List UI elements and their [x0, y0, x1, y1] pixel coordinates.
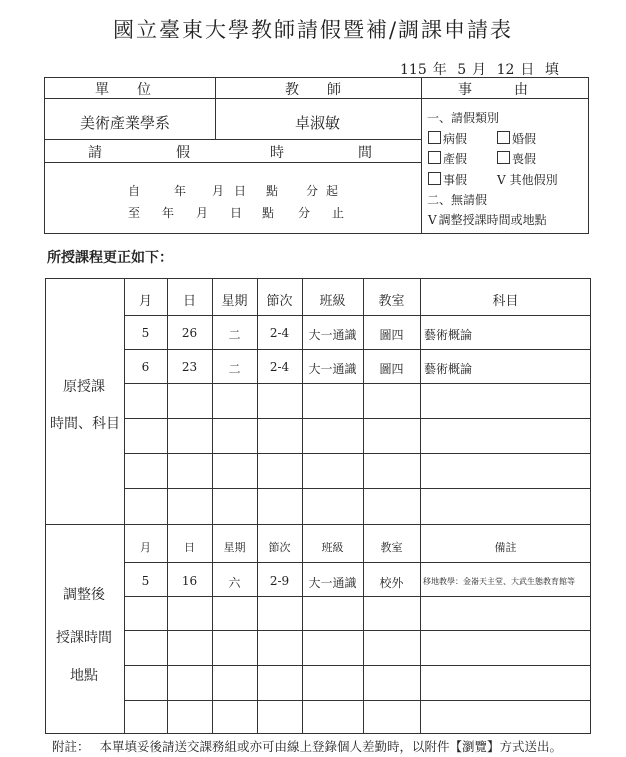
original-side-label: 時間、科目: [50, 416, 120, 432]
adjusted-side-label: 授課時間: [56, 630, 112, 646]
to-char: 止: [332, 206, 345, 220]
period-char: 請: [88, 145, 102, 161]
cell-subject: 藝術概論: [424, 362, 473, 376]
cell-month: 5: [141, 574, 150, 588]
to-char: 日: [230, 206, 243, 220]
option-label: 其他假別: [509, 173, 558, 187]
cell-day: 26: [181, 326, 198, 340]
column-header: 節次: [266, 294, 293, 309]
checkbox-icon: [428, 131, 441, 144]
adjusted-side-label: 地點: [70, 668, 98, 684]
to-char: 月: [196, 206, 209, 220]
from-char: 日: [234, 184, 247, 198]
period-char: 假: [176, 145, 190, 161]
fill-day: 12: [496, 62, 515, 78]
option-marriage-leave[interactable]: [497, 130, 536, 147]
check-mark: V: [428, 213, 437, 227]
cell-class: 大一通識: [308, 576, 357, 590]
option-label: 事假: [443, 173, 468, 187]
column-header: 備註: [494, 541, 517, 554]
column-header: 日: [182, 294, 196, 309]
column-header: 班級: [319, 294, 346, 309]
section-title: 所授課程更正如下：: [47, 250, 173, 266]
column-header: 月: [138, 294, 152, 309]
no-leave-heading: 二、無請假: [427, 193, 488, 207]
fill-year: 115: [400, 62, 427, 78]
from-char: 自: [128, 184, 141, 198]
period-char: 時: [270, 145, 284, 161]
from-char: 年: [174, 184, 187, 198]
cell-note: 移地教學：金崙天主堂、大武生態教育館等: [423, 577, 575, 586]
column-header: 月: [140, 541, 151, 554]
cell-month: 5: [141, 326, 150, 340]
check-mark: V: [497, 173, 506, 187]
cell-class: 大一通識: [308, 362, 357, 376]
option-personal-leave[interactable]: [428, 171, 467, 188]
cell-room: 校外: [379, 576, 404, 590]
column-header: 星期: [223, 541, 246, 554]
teacher-value: 卓淑敏: [295, 114, 341, 132]
unit-value: 美術產業學系: [80, 114, 171, 132]
column-header: 班級: [321, 541, 344, 554]
option-maternity-leave[interactable]: [428, 150, 467, 167]
column-header: 科目: [492, 294, 519, 309]
cell-weekday: 二: [228, 362, 241, 376]
option-adjust-class[interactable]: [428, 211, 547, 228]
column-header: 節次: [268, 541, 291, 554]
to-char: 點: [262, 206, 275, 220]
fill-date: [400, 59, 590, 79]
option-other-leave[interactable]: [497, 171, 558, 188]
cell-weekday: 二: [228, 328, 241, 342]
from-char: 點: [266, 184, 279, 198]
from-char: 分: [306, 184, 319, 198]
column-header: 星期: [221, 294, 248, 309]
checkbox-icon: [497, 151, 510, 164]
footer-label: 附註：: [52, 739, 90, 754]
form-title: 國立臺東大學教師請假暨補/調課申請表: [112, 18, 514, 42]
fill-day-unit: 日: [520, 62, 535, 78]
option-bereavement-leave[interactable]: [497, 150, 536, 167]
fill-month-unit: 月: [472, 62, 487, 78]
to-char: 至: [128, 206, 141, 220]
checkbox-icon: [497, 131, 510, 144]
option-label: 病假: [443, 132, 468, 146]
footer-text: 本單填妥後請送交課務組或亦可由線上登錄個人差勤時，以附件【瀏覽】方式送出。: [99, 739, 563, 754]
cell-period: 2-4: [269, 326, 290, 340]
column-header: 日: [184, 541, 195, 554]
checkbox-icon: [428, 151, 441, 164]
cell-day: 23: [181, 360, 198, 374]
cell-subject: 藝術概論: [424, 328, 473, 342]
from-char: 月: [212, 184, 225, 198]
cell-month: 6: [141, 360, 150, 374]
adjusted-side-label: 調整後: [63, 587, 105, 603]
option-label: 喪假: [512, 152, 537, 166]
unit-header: 單 位: [95, 82, 151, 98]
teacher-header: 教 師: [285, 82, 341, 98]
original-side-label: 原授課: [63, 379, 105, 395]
to-char: 年: [162, 206, 175, 220]
cell-weekday: 六: [228, 576, 241, 590]
from-char: 起: [326, 184, 339, 198]
footer-note: [52, 737, 562, 755]
checkbox-icon: [428, 172, 441, 185]
leave-type-heading: 一、請假類別: [427, 111, 500, 125]
to-char: 分: [298, 206, 311, 220]
period-char: 間: [358, 145, 372, 161]
fill-month: 5: [457, 62, 467, 78]
reason-header: 事 由: [458, 82, 528, 98]
cell-period: 2-9: [269, 574, 290, 588]
option-sick-leave[interactable]: [428, 130, 467, 147]
cell-day: 16: [181, 574, 198, 588]
cell-room: 圖四: [379, 362, 404, 376]
fill-suffix: 填: [544, 62, 559, 78]
option-label: 調整授課時間或地點: [438, 213, 547, 227]
fill-year-unit: 年: [432, 62, 447, 78]
column-header: 教室: [380, 541, 403, 554]
cell-room: 圖四: [379, 328, 404, 342]
cell-class: 大一通識: [308, 328, 357, 342]
option-label: 婚假: [512, 132, 537, 146]
column-header: 教室: [378, 294, 405, 309]
option-label: 產假: [443, 152, 468, 166]
cell-period: 2-4: [269, 360, 290, 374]
